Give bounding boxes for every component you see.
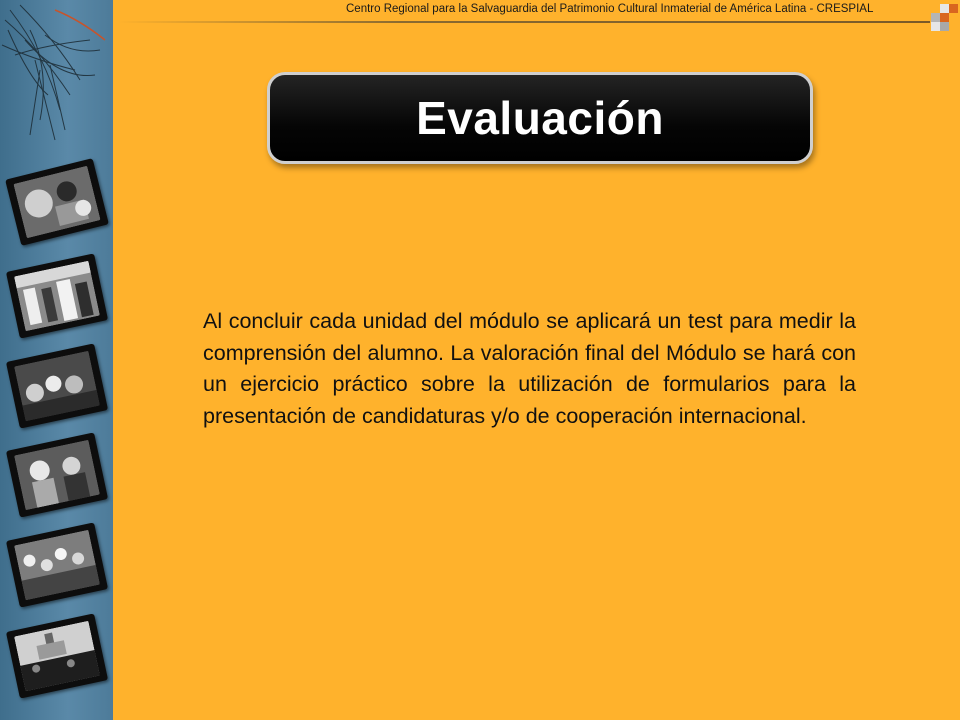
slide-body-text: Al concluir cada unidad del módulo se aplicará un test para medir la comprensión del alumno. La valoración final del Módulo se hará con un ejercicio práctico sobre la utilización de formularios para la presentación de candidaturas y/o de cooperación internacional.	[203, 309, 856, 428]
photo-frame-4	[6, 432, 108, 517]
photo-frame-2	[6, 253, 108, 338]
feather-sketch-decoration	[0, 0, 113, 150]
photo-frame-1	[5, 158, 109, 246]
sidebar-panel	[0, 0, 113, 720]
photo-frame-6	[6, 613, 108, 698]
header-divider	[118, 21, 930, 23]
slide-title-box	[267, 72, 813, 164]
slide-title: Evaluación	[416, 92, 664, 144]
photo-frame-5	[6, 522, 108, 607]
organization-header: Centro Regional para la Salvaguardia del Patrimonio Cultural Inmaterial de América Latina - CRESPIAL	[346, 3, 874, 15]
crespial-logo-icon	[930, 4, 958, 32]
photo-frame-3	[6, 343, 108, 428]
